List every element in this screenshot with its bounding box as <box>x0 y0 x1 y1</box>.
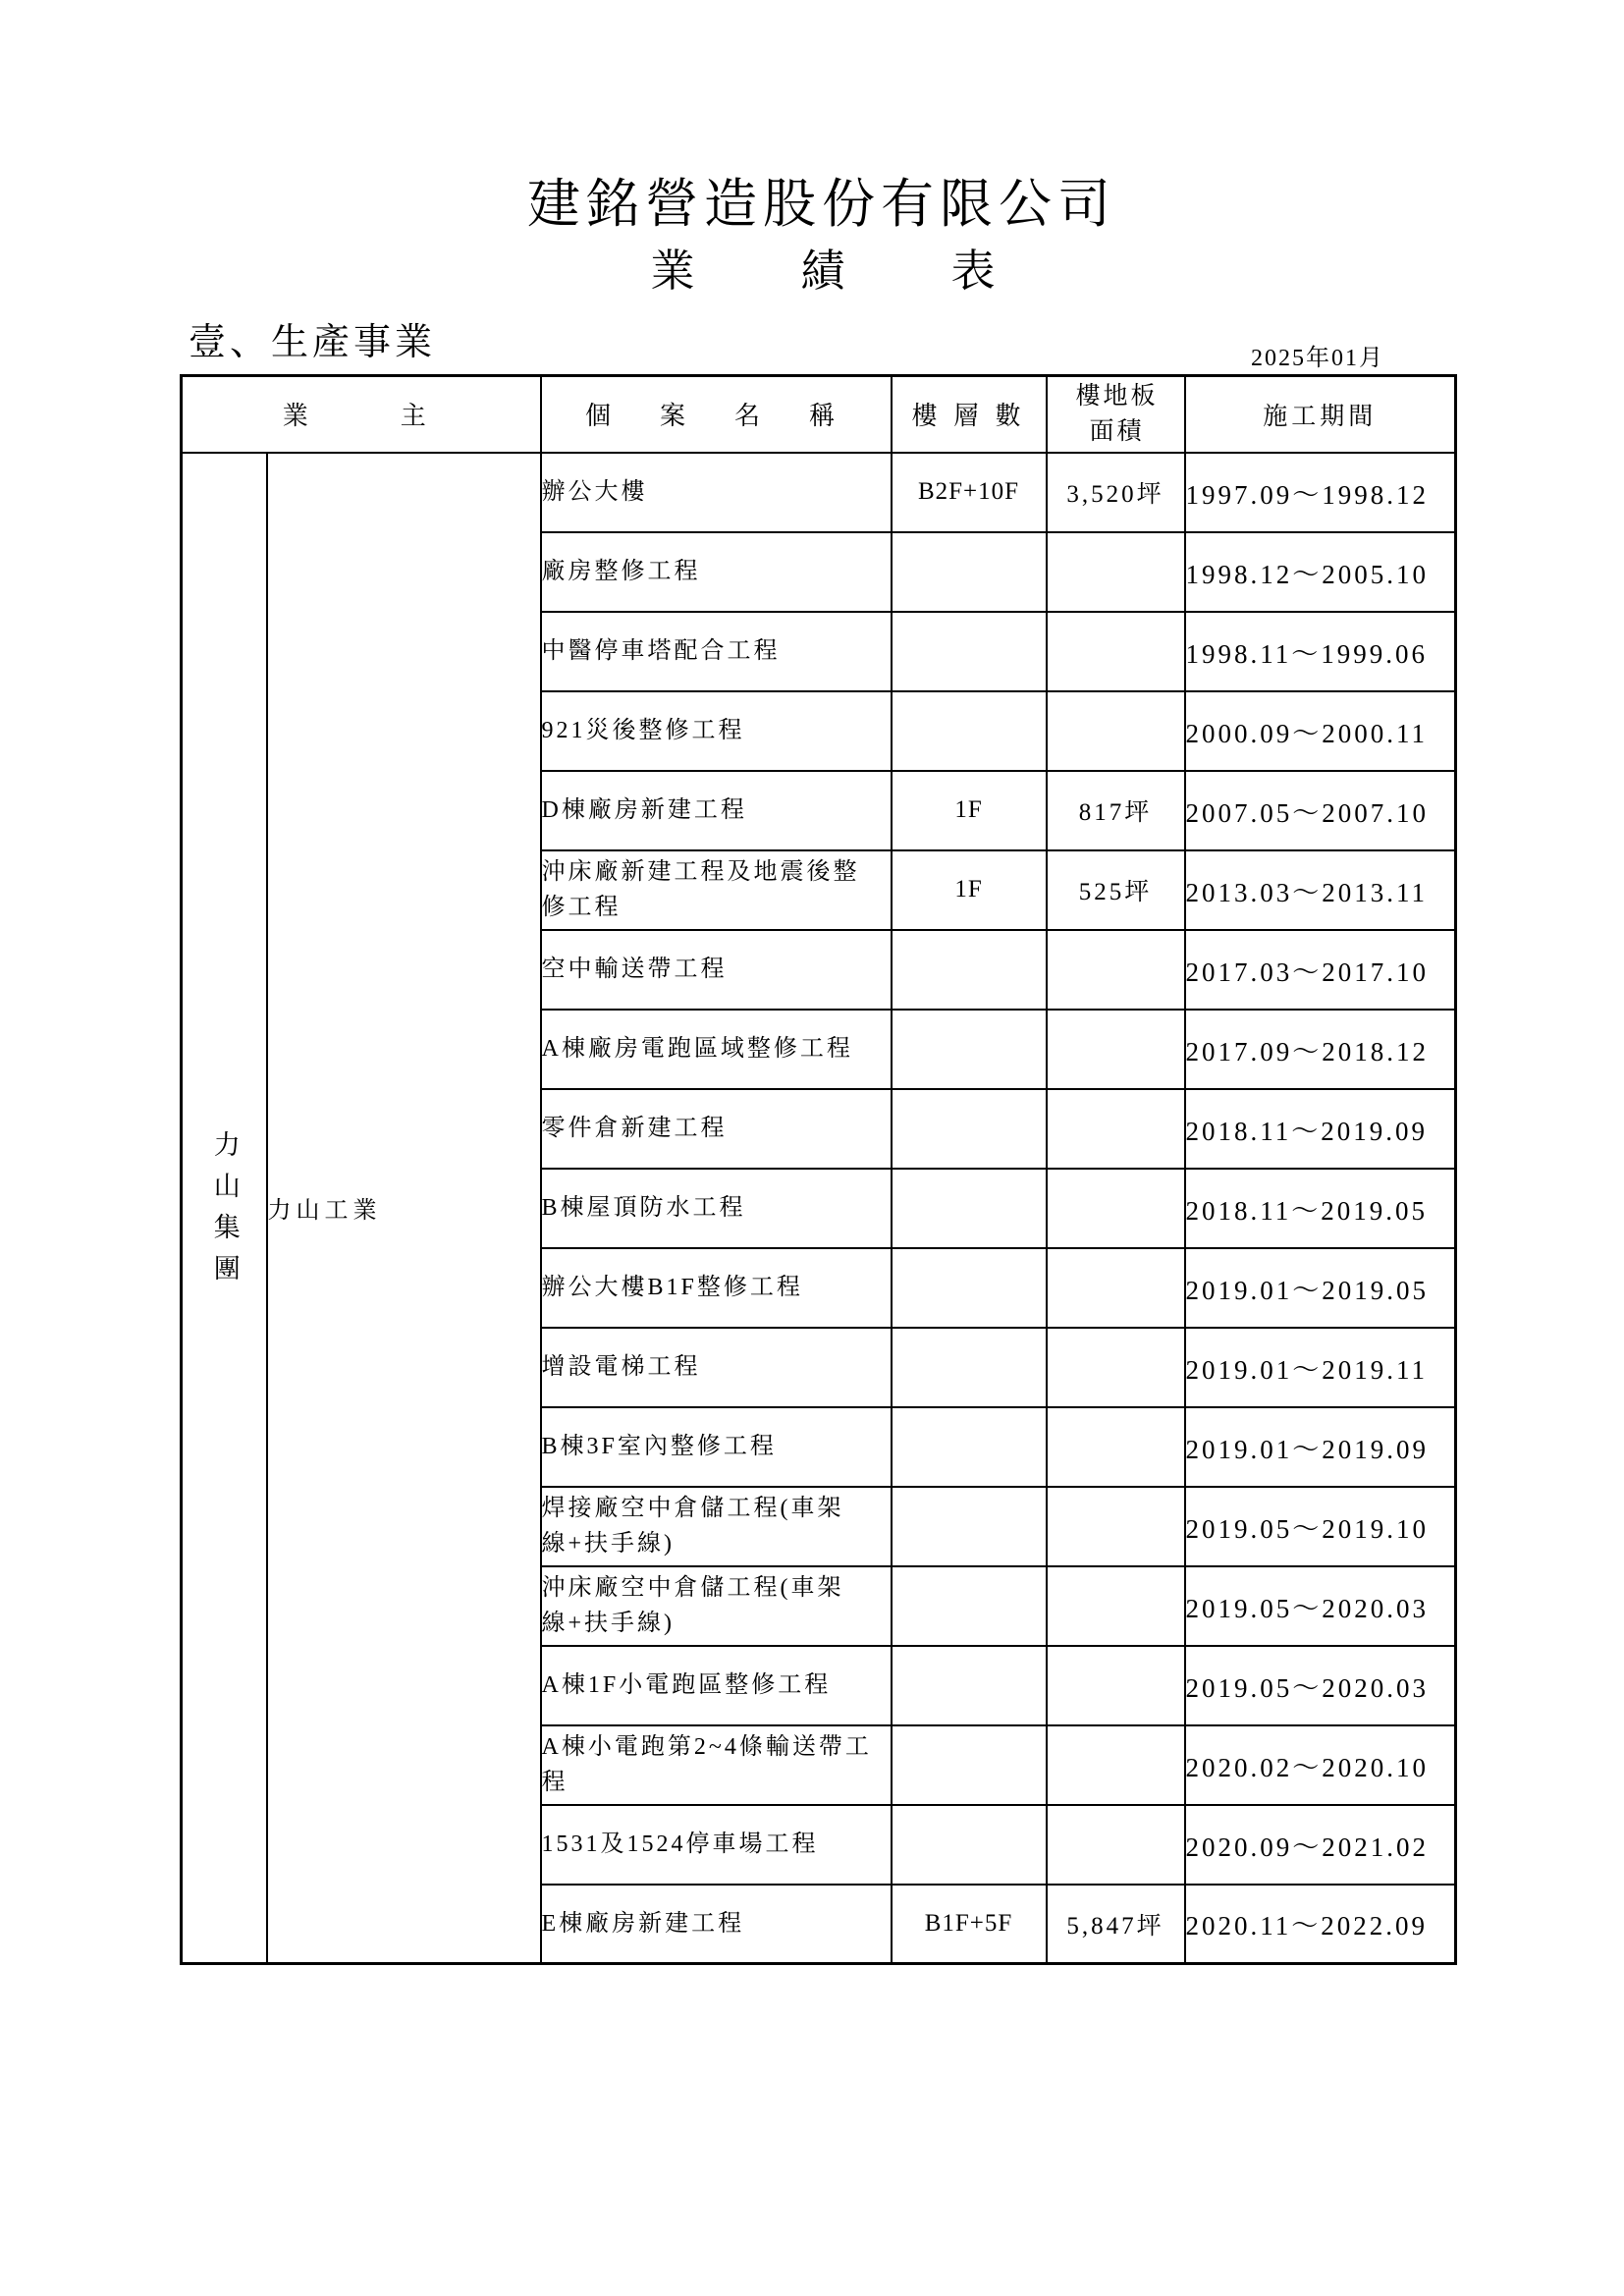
floor-area-cell <box>1047 1407 1185 1487</box>
construction-period-cell: 1998.12～2005.10 <box>1185 532 1456 612</box>
floor-area-cell <box>1047 1010 1185 1089</box>
construction-period-cell: 1997.09～1998.12 <box>1185 453 1456 532</box>
floor-area-cell <box>1047 1646 1185 1725</box>
construction-period-cell: 2019.01～2019.11 <box>1185 1328 1456 1407</box>
project-name-cell: E棟廠房新建工程 <box>541 1885 892 1964</box>
project-name-cell: 零件倉新建工程 <box>541 1089 892 1169</box>
floors-cell <box>892 1328 1047 1407</box>
floor-area-cell <box>1047 1328 1185 1407</box>
floors-cell <box>892 1010 1047 1089</box>
construction-period-cell: 1998.11～1999.06 <box>1185 612 1456 691</box>
floors-cell <box>892 1089 1047 1169</box>
header-floor-area <box>1047 376 1185 453</box>
floors-cell: 1F <box>892 850 1047 930</box>
floors-cell <box>892 1169 1047 1248</box>
header-construction-period: 施工期間 <box>1185 376 1456 453</box>
project-name-cell: 沖床廠空中倉儲工程(車架 線+扶手線) <box>541 1566 892 1646</box>
floors-cell <box>892 691 1047 771</box>
project-name-cell: A棟廠房電跑區域整修工程 <box>541 1010 892 1089</box>
floors-cell <box>892 612 1047 691</box>
company-title: 建銘營造股份有限公司 <box>527 175 1116 234</box>
floor-area-cell <box>1047 1487 1185 1566</box>
project-name-cell: 921災後整修工程 <box>541 691 892 771</box>
floor-area-cell: 817坪 <box>1047 771 1185 850</box>
project-name-cell: B棟屋頂防水工程 <box>541 1169 892 1248</box>
floor-area-cell <box>1047 691 1185 771</box>
construction-period-cell: 2018.11～2019.05 <box>1185 1169 1456 1248</box>
floor-area-cell <box>1047 532 1185 612</box>
floors-cell: B1F+5F <box>892 1885 1047 1964</box>
project-name-cell: 1531及1524停車場工程 <box>541 1805 892 1885</box>
floor-area-cell <box>1047 1805 1185 1885</box>
construction-period-cell: 2020.02～2020.10 <box>1185 1725 1456 1805</box>
floors-cell <box>892 1407 1047 1487</box>
project-name-cell: A棟1F小電跑區整修工程 <box>541 1646 892 1725</box>
construction-period-cell: 2000.09～2000.11 <box>1185 691 1456 771</box>
owner-company-cell: 力山工業 <box>267 453 541 1964</box>
header-floors: 樓 層 數 <box>892 376 1047 453</box>
project-name-cell: 中醫停車塔配合工程 <box>541 612 892 691</box>
table-row <box>182 453 1456 532</box>
floors-cell <box>892 1805 1047 1885</box>
project-name-cell: 沖床廠新建工程及地震後整 修工程 <box>541 850 892 930</box>
construction-period-cell: 2013.03～2013.11 <box>1185 850 1456 930</box>
section-title: 壹、生產事業 <box>189 322 437 363</box>
floor-area-cell <box>1047 1169 1185 1248</box>
construction-period-cell: 2019.05～2020.03 <box>1185 1646 1456 1725</box>
construction-period-cell: 2019.05～2019.10 <box>1185 1487 1456 1566</box>
project-name-cell: 增設電梯工程 <box>541 1328 892 1407</box>
floor-area-cell <box>1047 1566 1185 1646</box>
floor-area-cell <box>1047 1248 1185 1328</box>
owner-group-cell <box>182 453 267 1964</box>
floors-cell <box>892 930 1047 1010</box>
floors-cell: 1F <box>892 771 1047 850</box>
construction-period-cell: 2019.01～2019.09 <box>1185 1407 1456 1487</box>
floor-area-cell <box>1047 1725 1185 1805</box>
document-title: 業 績 表 <box>650 246 1001 296</box>
construction-period-cell: 2007.05～2007.10 <box>1185 771 1456 850</box>
header-project-name: 個 案 名 稱 <box>541 376 892 453</box>
header-floor-area-line2: 面積 <box>1089 417 1145 445</box>
construction-period-cell: 2017.09～2018.12 <box>1185 1010 1456 1089</box>
floors-cell: B2F+10F <box>892 453 1047 532</box>
construction-period-cell: 2018.11～2019.09 <box>1185 1089 1456 1169</box>
construction-period-cell: 2017.03～2017.10 <box>1185 930 1456 1010</box>
project-name-cell: 空中輸送帶工程 <box>541 930 892 1010</box>
floor-area-cell: 525坪 <box>1047 850 1185 930</box>
owner-group-name: 力山集團 <box>209 1129 240 1295</box>
project-name-cell: 廠房整修工程 <box>541 532 892 612</box>
floor-area-cell <box>1047 612 1185 691</box>
floors-cell <box>892 1646 1047 1725</box>
project-name-cell: 辦公大樓B1F整修工程 <box>541 1248 892 1328</box>
floor-area-cell: 5,847坪 <box>1047 1885 1185 1964</box>
works-table <box>180 374 1457 1965</box>
floors-cell <box>892 532 1047 612</box>
construction-period-cell: 2019.05～2020.03 <box>1185 1566 1456 1646</box>
floor-area-cell <box>1047 1089 1185 1169</box>
construction-period-cell: 2020.11～2022.09 <box>1185 1885 1456 1964</box>
table-header-row <box>182 376 1456 453</box>
floors-cell <box>892 1725 1047 1805</box>
project-name-cell: 辦公大樓 <box>541 453 892 532</box>
project-name-cell: B棟3F室內整修工程 <box>541 1407 892 1487</box>
floor-area-cell <box>1047 930 1185 1010</box>
header-floor-area-line1: 樓地板 <box>1075 382 1159 410</box>
project-name-cell: D棟廠房新建工程 <box>541 771 892 850</box>
works-table-body <box>182 453 1456 1964</box>
project-name-cell: 焊接廠空中倉儲工程(車架 線+扶手線) <box>541 1487 892 1566</box>
project-name-cell: A棟小電跑第2~4條輸送帶工 程 <box>541 1725 892 1805</box>
report-date: 2025年01月 <box>1251 346 1384 371</box>
floors-cell <box>892 1487 1047 1566</box>
construction-period-cell: 2019.01～2019.05 <box>1185 1248 1456 1328</box>
floor-area-cell: 3,520坪 <box>1047 453 1185 532</box>
header-owner: 業 主 <box>182 376 541 453</box>
construction-period-cell: 2020.09～2021.02 <box>1185 1805 1456 1885</box>
floors-cell <box>892 1566 1047 1646</box>
floors-cell <box>892 1248 1047 1328</box>
